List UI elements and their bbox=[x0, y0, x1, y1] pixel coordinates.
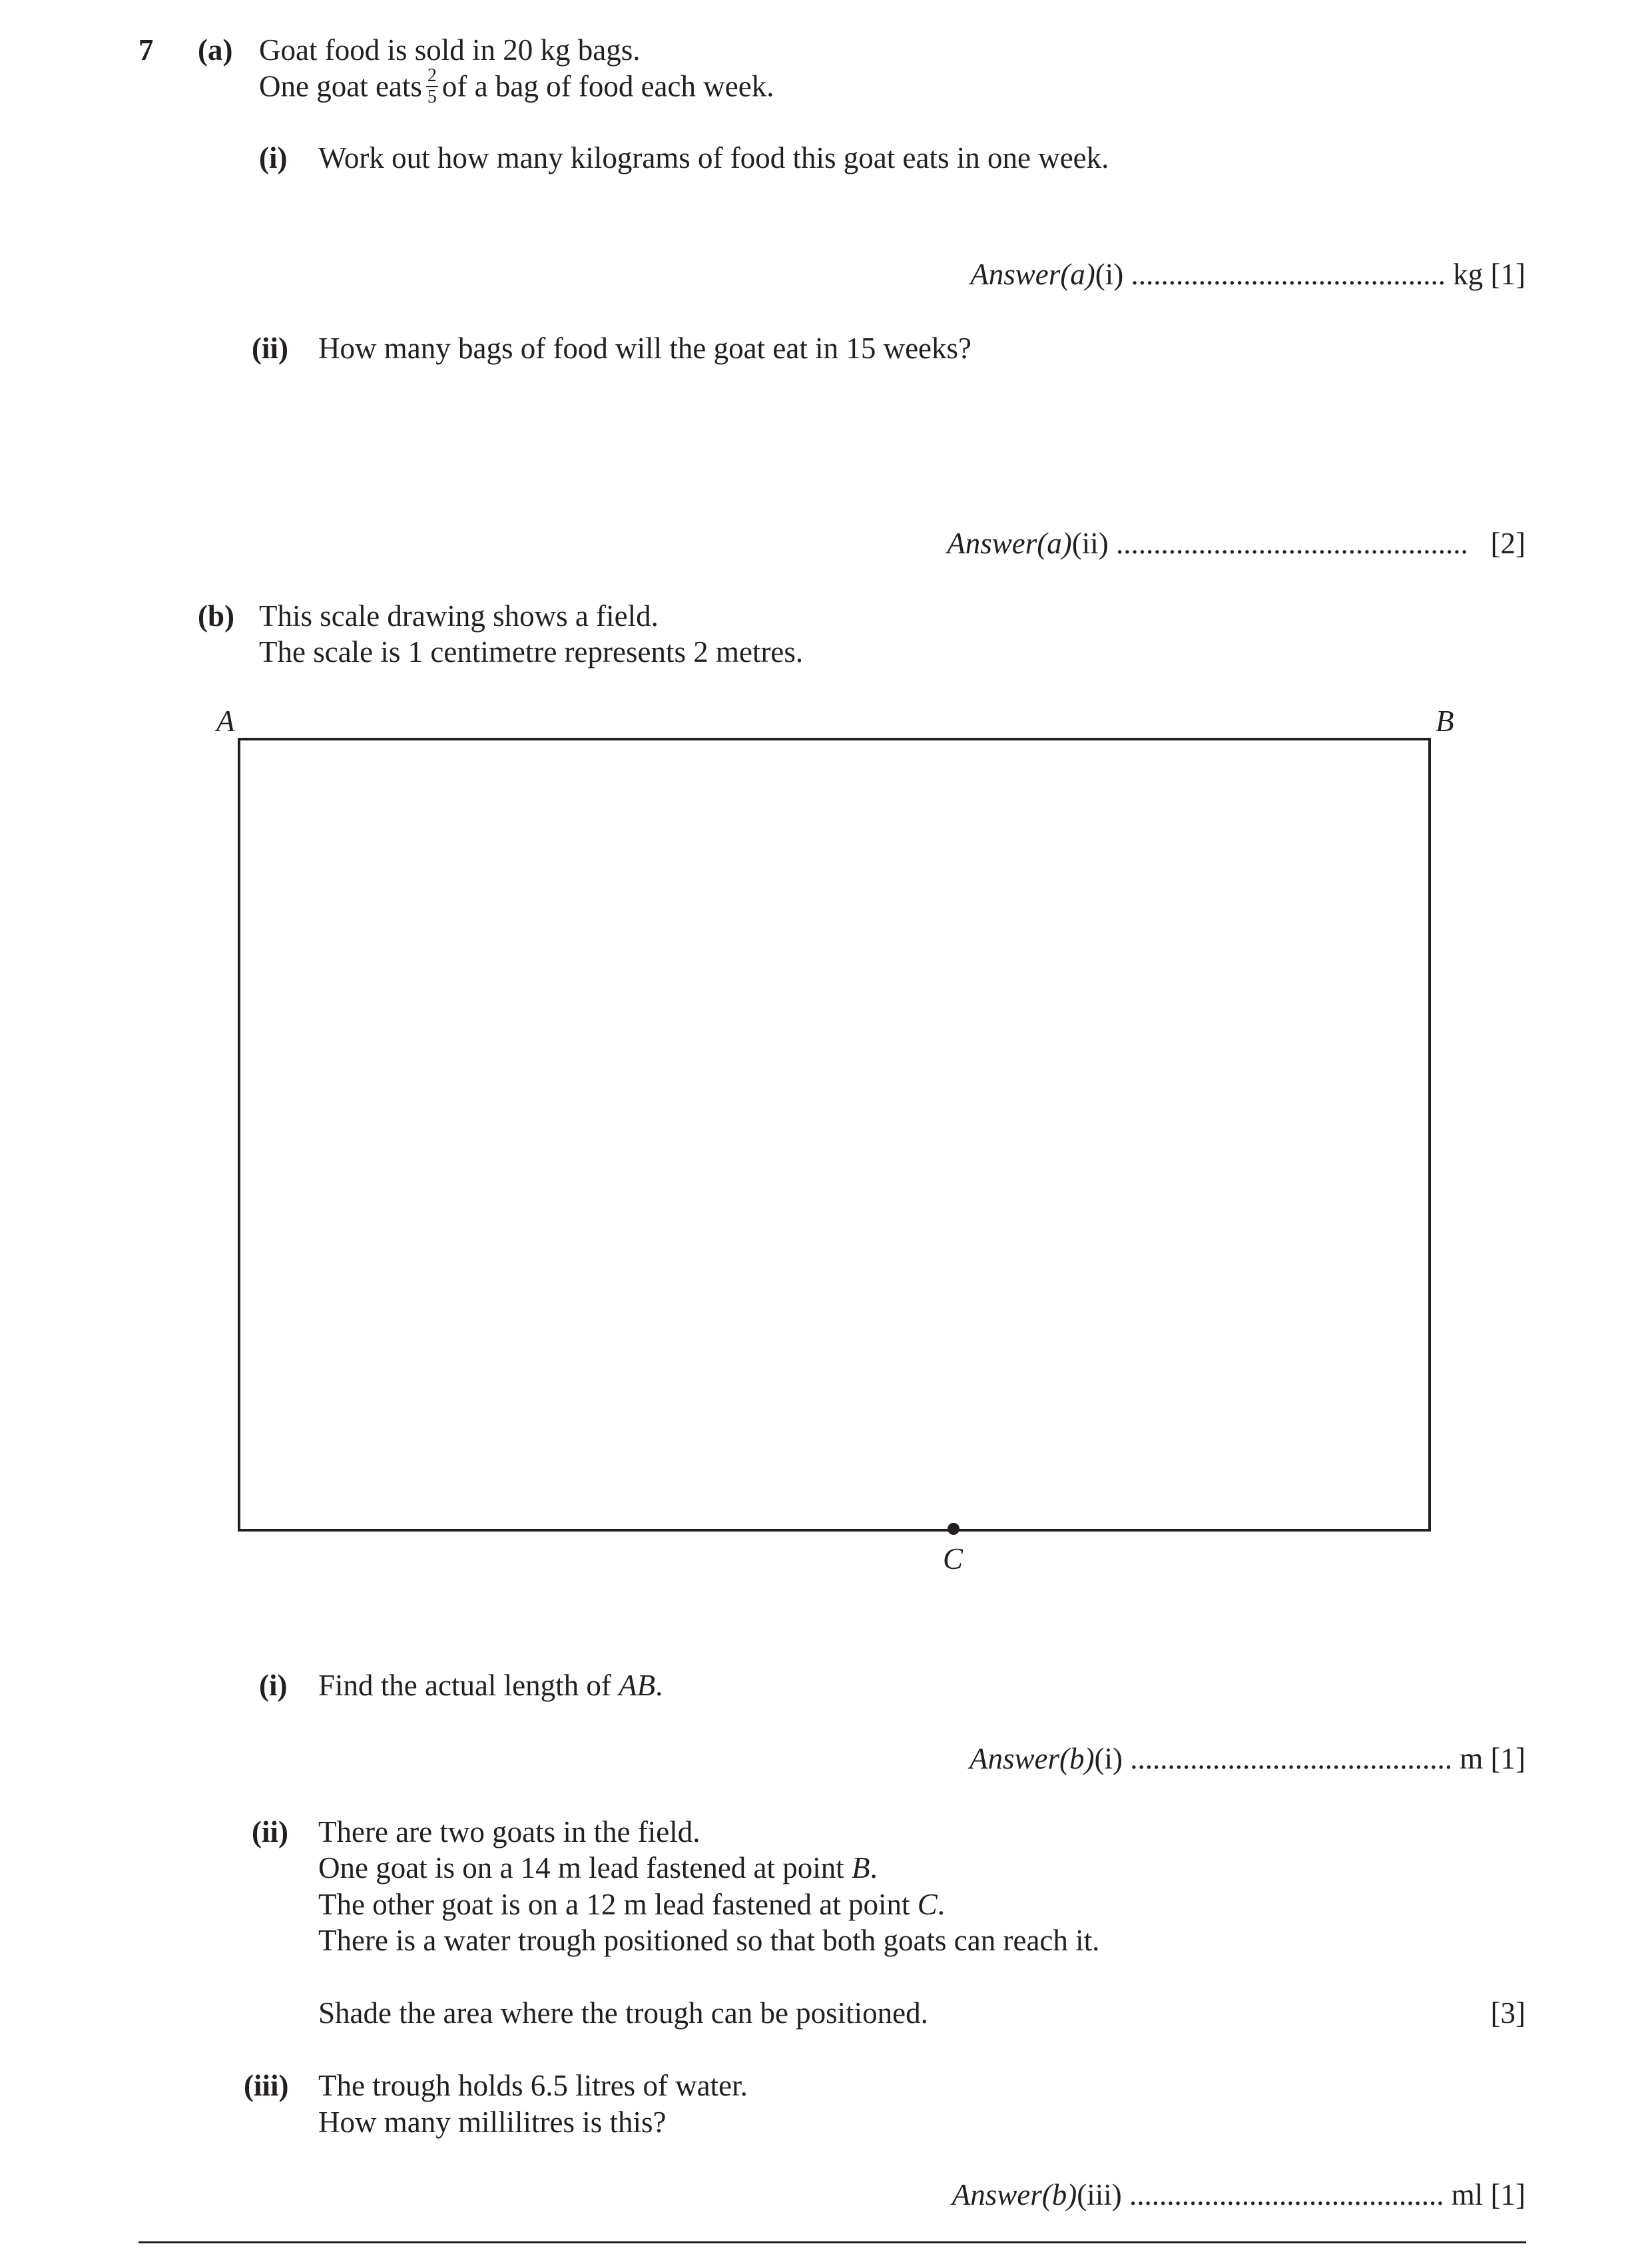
point-a-label: A bbox=[216, 705, 235, 738]
part-b-iii-label: (iii) bbox=[244, 2069, 289, 2102]
part-b-i-text bbox=[318, 1669, 663, 1703]
part-a-line2 bbox=[259, 65, 774, 109]
answer-label-italic: Answer(b) bbox=[969, 1742, 1095, 1775]
part-a-label: (a) bbox=[198, 33, 233, 67]
answer-dots[interactable]: ........................................... bbox=[1130, 1742, 1452, 1775]
part-b-ii-line3: The other goat is on a 12 m lead fastened at point C. bbox=[318, 1888, 946, 1921]
answer-b-iii-line[interactable] bbox=[952, 2178, 1525, 2213]
answer-label-italic: Answer(b) bbox=[952, 2178, 1077, 2211]
answer-label-italic: Answer(a) bbox=[970, 258, 1095, 291]
fraction-denominator: 5 bbox=[427, 87, 437, 107]
part-a-line2-post: of a bag of food each week. bbox=[441, 69, 774, 103]
answer-unit: kg bbox=[1453, 258, 1484, 291]
answer-dots[interactable]: .......................................... bbox=[1129, 2178, 1444, 2211]
answer-b-i-line[interactable] bbox=[969, 1742, 1525, 1777]
part-a-line1: Goat food is sold in 20 kg bags. bbox=[259, 33, 641, 67]
part-a-i-text: Work out how many kilograms of food this goat eats in one week. bbox=[318, 141, 1109, 174]
fraction-two-fifths bbox=[426, 67, 438, 107]
point-c-dot bbox=[948, 1523, 960, 1535]
marks: [1] bbox=[1490, 1742, 1525, 1775]
part-b-ii-line4: There is a water trough positioned so that both goats can reach it. bbox=[318, 1924, 1100, 1957]
part-a-ii-text: How many bags of food will the goat eat in 15 weeks? bbox=[318, 332, 972, 365]
part-b-ii-line3-em: C bbox=[917, 1888, 938, 1921]
part-b-line1: This scale drawing shows a field. bbox=[259, 599, 659, 633]
part-a-ii-label: (ii) bbox=[252, 332, 288, 365]
answer-label-part: (iii) bbox=[1077, 2178, 1122, 2211]
part-a-line2-pre: One goat eats bbox=[259, 69, 422, 103]
answer-label-part: (ii) bbox=[1071, 527, 1109, 560]
point-b-label: B bbox=[1436, 705, 1454, 738]
answer-dots[interactable]: ............................................... bbox=[1116, 527, 1468, 560]
part-b-iii-line1: The trough holds 6.5 litres of water. bbox=[318, 2069, 748, 2102]
part-a-i-label: (i) bbox=[259, 141, 288, 174]
marks: [2] bbox=[1490, 527, 1525, 560]
part-b-ii-line2-pre: One goat is on a 14 m lead fastened at point bbox=[318, 1851, 844, 1884]
part-b-i-text-em: AB bbox=[619, 1669, 656, 1702]
question-number: 7 bbox=[138, 33, 154, 67]
answer-dots[interactable]: .......................................... bbox=[1131, 258, 1446, 291]
answer-a-i-line[interactable] bbox=[970, 258, 1525, 292]
part-b-i-text-post: . bbox=[655, 1669, 663, 1702]
answer-unit: m bbox=[1460, 1742, 1484, 1775]
answer-a-ii-line[interactable] bbox=[947, 527, 1525, 561]
answer-label-part: (i) bbox=[1095, 258, 1124, 291]
field-rectangle[interactable] bbox=[238, 738, 1431, 1532]
part-b-i-label: (i) bbox=[259, 1669, 288, 1702]
answer-label-italic: Answer(a) bbox=[947, 527, 1072, 560]
part-b-ii-line1: There are two goats in the field. bbox=[318, 1815, 700, 1848]
marks: [3] bbox=[1490, 1996, 1525, 2030]
fraction-numerator: 2 bbox=[427, 65, 437, 86]
answer-unit: ml bbox=[1451, 2178, 1484, 2211]
part-b-i-text-pre: Find the actual length of bbox=[318, 1669, 611, 1702]
bottom-rule bbox=[138, 2241, 1526, 2243]
part-b-ii-line2: One goat is on a 14 m lead fastened at point B. bbox=[318, 1851, 878, 1884]
answer-label-part: (i) bbox=[1094, 1742, 1123, 1775]
marks: [1] bbox=[1490, 258, 1525, 291]
part-b-ii-line3-pre: The other goat is on a 12 m lead fastened at point bbox=[318, 1888, 910, 1921]
point-c-label: C bbox=[943, 1542, 964, 1575]
part-b-ii-instruction: Shade the area where the trough can be positioned. bbox=[318, 1996, 928, 2030]
marks: [1] bbox=[1490, 2178, 1525, 2211]
part-b-ii-line2-em: B bbox=[852, 1851, 870, 1884]
part-b-label: (b) bbox=[198, 599, 234, 633]
part-b-ii-label: (ii) bbox=[252, 1815, 288, 1848]
part-b-iii-line2: How many millilitres is this? bbox=[318, 2106, 667, 2139]
part-b-line2: The scale is 1 centimetre represents 2 metres. bbox=[259, 635, 804, 669]
